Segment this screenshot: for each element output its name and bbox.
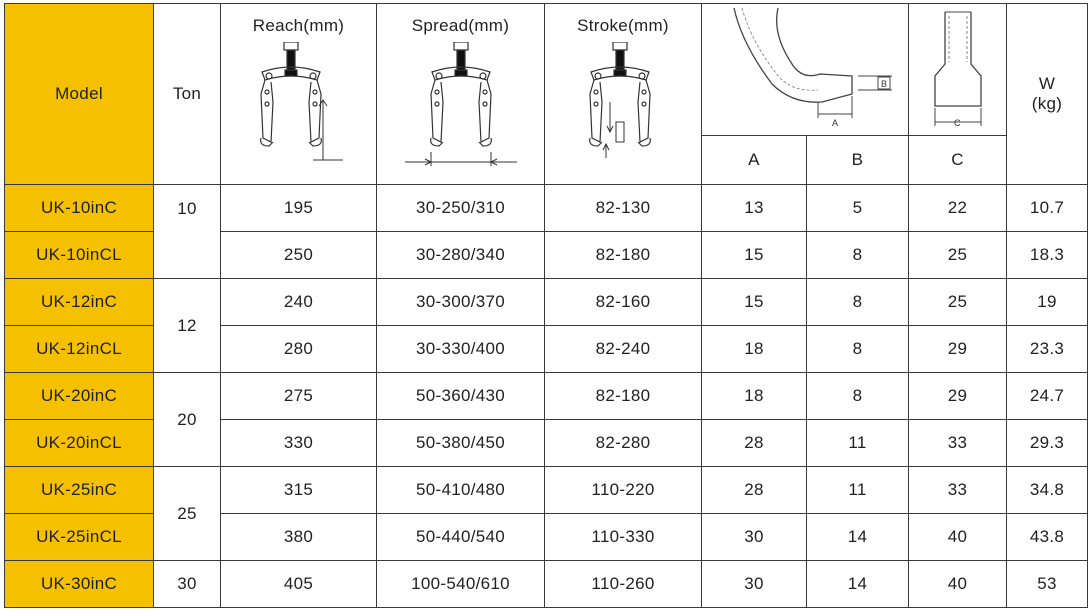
cell-w: 53 xyxy=(1007,561,1088,608)
cell-c: 33 xyxy=(909,420,1007,467)
cell-spread: 50-440/540 xyxy=(377,514,545,561)
cell-reach: 275 xyxy=(221,373,377,420)
header-stroke xyxy=(545,4,702,185)
cell-reach: 315 xyxy=(221,467,377,514)
header-b: B xyxy=(807,136,909,185)
jaw-tip-diagram xyxy=(909,4,1006,135)
cell-ton: 10 xyxy=(154,185,221,279)
cell-a: 18 xyxy=(702,373,807,420)
cell-w: 19 xyxy=(1007,279,1088,326)
cell-a: 18 xyxy=(702,326,807,373)
cell-a: 30 xyxy=(702,514,807,561)
header-weight xyxy=(1007,4,1088,185)
cell-b: 5 xyxy=(807,185,909,232)
cell-w: 24.7 xyxy=(1007,373,1088,420)
cell-stroke: 82-240 xyxy=(545,326,702,373)
cell-spread: 30-250/310 xyxy=(377,185,545,232)
cell-model: UK-25inCL xyxy=(5,514,154,561)
header-model xyxy=(5,4,154,185)
puller-reach-icon xyxy=(239,42,359,172)
header-weight-line1: W xyxy=(1038,74,1056,93)
cell-c: 33 xyxy=(909,467,1007,514)
table-row xyxy=(5,373,1088,420)
cell-b: 8 xyxy=(807,232,909,279)
puller-stroke-icon xyxy=(568,42,678,172)
cell-w: 10.7 xyxy=(1007,185,1088,232)
cell-stroke: 82-130 xyxy=(545,185,702,232)
cell-model: UK-10inCL xyxy=(5,232,154,279)
cell-w: 34.8 xyxy=(1007,467,1088,514)
jaw-tip-diagram-cell xyxy=(909,4,1007,136)
cell-spread: 50-380/450 xyxy=(377,420,545,467)
cell-a: 15 xyxy=(702,279,807,326)
table-row xyxy=(5,185,1088,232)
cell-ton: 25 xyxy=(154,467,221,561)
cell-ton: 20 xyxy=(154,373,221,467)
cell-reach: 380 xyxy=(221,514,377,561)
header-reach-label: Reach(mm) xyxy=(252,16,345,35)
cell-b: 8 xyxy=(807,326,909,373)
cell-w: 18.3 xyxy=(1007,232,1088,279)
cell-model: UK-12inC xyxy=(5,279,154,326)
cell-a: 13 xyxy=(702,185,807,232)
cell-b: 8 xyxy=(807,279,909,326)
header-model-label: Model xyxy=(55,84,103,103)
cell-a: 28 xyxy=(702,467,807,514)
cell-reach: 250 xyxy=(221,232,377,279)
header-a: A xyxy=(702,136,807,185)
cell-c: 29 xyxy=(909,326,1007,373)
puller-spread-icon xyxy=(401,42,521,172)
jaw-profile-diagram xyxy=(702,4,908,135)
cell-model: UK-30inC xyxy=(5,561,154,608)
cell-reach: 330 xyxy=(221,420,377,467)
cell-b: 11 xyxy=(807,420,909,467)
cell-w: 23.3 xyxy=(1007,326,1088,373)
cell-a: 15 xyxy=(702,232,807,279)
cell-model: UK-25inC xyxy=(5,467,154,514)
cell-c: 40 xyxy=(909,561,1007,608)
cell-b: 14 xyxy=(807,514,909,561)
cell-model: UK-12inCL xyxy=(5,326,154,373)
cell-spread: 50-360/430 xyxy=(377,373,545,420)
cell-stroke: 110-220 xyxy=(545,467,702,514)
cell-stroke: 110-330 xyxy=(545,514,702,561)
jaw-profile-diagram-cell xyxy=(702,4,909,136)
header-spread-label: Spread(mm) xyxy=(411,16,510,35)
cell-stroke: 82-280 xyxy=(545,420,702,467)
spec-table xyxy=(4,3,1088,608)
cell-stroke: 82-180 xyxy=(545,232,702,279)
cell-a: 28 xyxy=(702,420,807,467)
cell-a: 30 xyxy=(702,561,807,608)
cell-ton: 12 xyxy=(154,279,221,373)
cell-reach: 195 xyxy=(221,185,377,232)
cell-w: 29.3 xyxy=(1007,420,1088,467)
cell-spread: 30-330/400 xyxy=(377,326,545,373)
header-spread xyxy=(377,4,545,185)
cell-ton: 30 xyxy=(154,561,221,608)
header-c: C xyxy=(909,136,1007,185)
table-row xyxy=(5,561,1088,608)
cell-b: 8 xyxy=(807,373,909,420)
cell-stroke: 110-260 xyxy=(545,561,702,608)
cell-stroke: 82-160 xyxy=(545,279,702,326)
cell-stroke: 82-180 xyxy=(545,373,702,420)
jaw-label-a: A xyxy=(832,118,839,128)
jaw-label-b: B xyxy=(881,79,888,89)
table-row xyxy=(5,279,1088,326)
cell-model: UK-20inCL xyxy=(5,420,154,467)
cell-reach: 405 xyxy=(221,561,377,608)
cell-reach: 280 xyxy=(221,326,377,373)
cell-model: UK-20inC xyxy=(5,373,154,420)
header-stroke-label: Stroke(mm) xyxy=(577,16,669,35)
table-row xyxy=(5,467,1088,514)
header-ton xyxy=(154,4,221,185)
cell-c: 40 xyxy=(909,514,1007,561)
cell-w: 43.8 xyxy=(1007,514,1088,561)
cell-c: 25 xyxy=(909,232,1007,279)
cell-b: 14 xyxy=(807,561,909,608)
cell-spread: 30-280/340 xyxy=(377,232,545,279)
cell-model: UK-10inC xyxy=(5,185,154,232)
cell-spread: 100-540/610 xyxy=(377,561,545,608)
cell-spread: 50-410/480 xyxy=(377,467,545,514)
header-reach xyxy=(221,4,377,185)
cell-spread: 30-300/370 xyxy=(377,279,545,326)
cell-c: 29 xyxy=(909,373,1007,420)
tip-label-c: C xyxy=(954,118,961,128)
cell-reach: 240 xyxy=(221,279,377,326)
header-ton-label: Ton xyxy=(172,84,202,103)
header-weight-line2: (kg) xyxy=(1031,94,1063,113)
cell-c: 22 xyxy=(909,185,1007,232)
cell-c: 25 xyxy=(909,279,1007,326)
cell-b: 11 xyxy=(807,467,909,514)
